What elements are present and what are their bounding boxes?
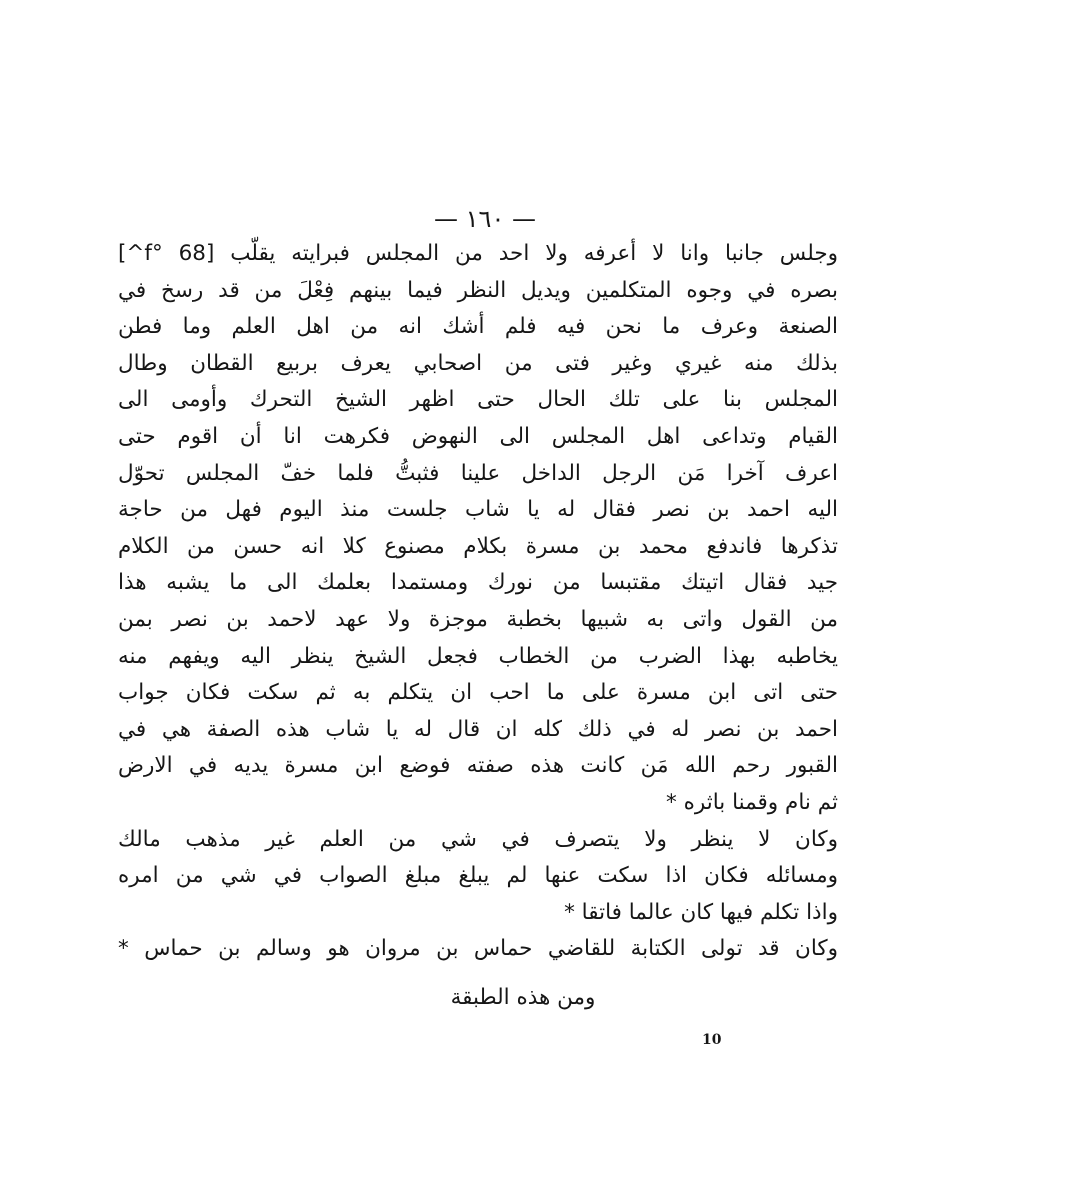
text-line: وجلس جانبا وانا لا أعرفه ولا احد من المجلس فبرايته يقلّب [f° 68^] [118,241,838,266]
folio-signature: 10 [702,1032,722,1048]
text-line: بذلك منه غيري وغير فتى من اصحابي يعرف بربيع القطان وطال [118,350,838,376]
text-line: حتى اتى ابن مسرة على ما احب ان يتكلم به ثم سكت فكان جواب [118,680,838,706]
text-line: احمد بن نصر له في ذلك كله ان قال له يا شاب هذه الصفة هي في [118,716,838,742]
text-line: يخاطبه بهذا الضرب من الخطاب فجعل الشيخ ينظر اليه ويفهم منه [118,643,838,669]
text-line: الصنعة وعرف ما نحن فيه فلم أشك انه من اهل العلم وما فطن [118,314,838,340]
text-line: واذا تكلم فيها كان عالما فاتقا * [564,899,838,925]
text-line: ثم نام وقمنا باثره * [666,789,838,815]
text-line: جيد فقال اتيتك مقتبسا من نورك ومستمدا بعلمك الى ما يشبه هذا [118,570,838,596]
text-line: القبور رحم الله مَن كانت هذه صفته فوضع ابن مسرة يديه في الارض [118,753,838,779]
body-text [118,236,838,1016]
text-line: القيام وتداعى اهل المجلس الى النهوض فكرهت انا أن اقوم حتى [118,423,838,449]
text-line: ومسائله فكان اذا سكت عنها لم يبلغ مبلغ الصواب في شي من امره [118,863,838,889]
text-line: بصره في وجوه المتكلمين ويديل النظر فيما بينهم فِعْلَ من قد رسخ في [118,277,838,303]
text-line: وكان لا ينظر ولا يتصرف في شي من العلم غير مذهب مالك [118,826,838,852]
text-line: المجلس بنا على تلك الحال حتى اظهر الشيخ التحرك وأومى الى [118,387,838,413]
text-line: وكان قد تولى الكتابة للقاضي حماس بن مروان هو وسالم بن حماس * [118,936,838,962]
text-line: اعرف آخرا مَن الرجل الداخل علينا فثبتُّ فلما خفّ المجلس تحوّل [118,460,838,486]
text-line: تذكرها فاندفع محمد بن مسرة بكلام مصنوع كلا انه حسن من الكلام [118,533,838,559]
page-number-header: — ١٦٠ — [434,205,536,233]
text-line: من القول واتى به شبيها بخطبة موجزة ولا عهد لاحمد بن نصر بمن [118,606,838,632]
section-heading: ومن هذه الطبقة [450,984,596,1010]
text-line: اليه احمد بن نصر فقال له يا شاب جلست منذ اليوم فهل من حاجة [118,497,838,523]
